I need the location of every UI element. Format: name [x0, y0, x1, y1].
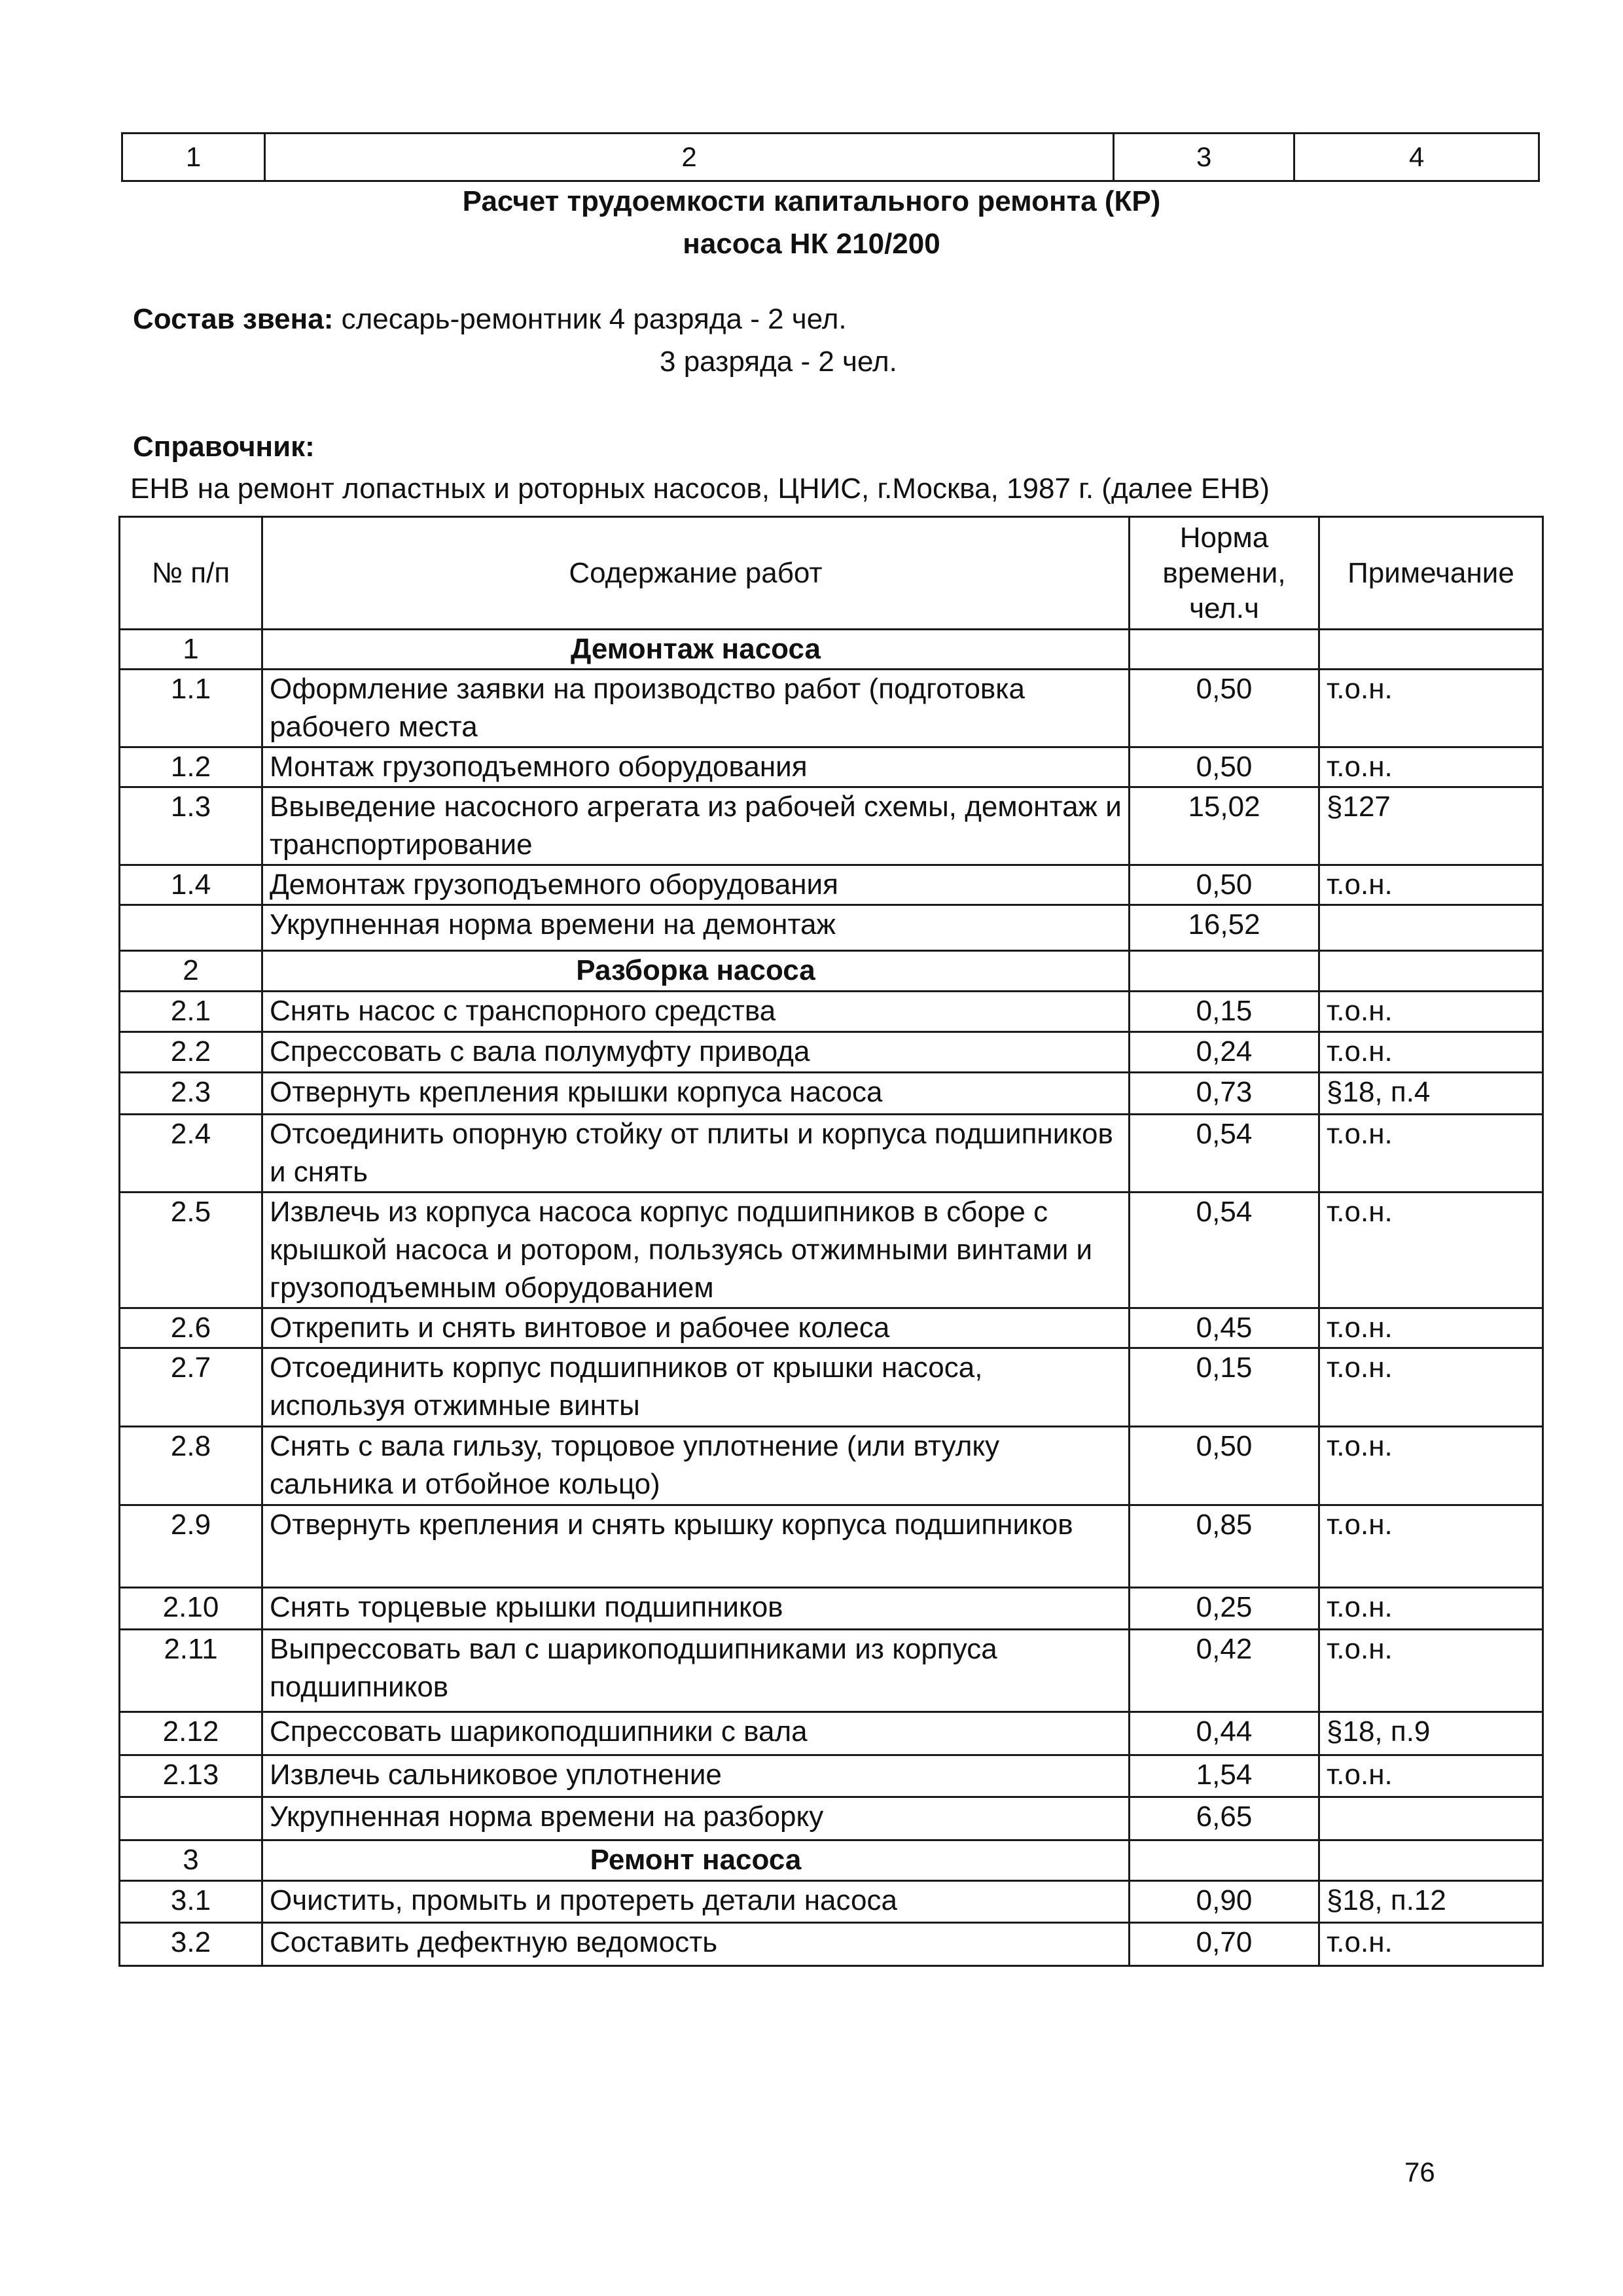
section-row [120, 951, 1543, 992]
work-description: Снять насос с транспорного средства [262, 992, 1130, 1032]
header-number: № п/п [120, 517, 262, 630]
table-row [120, 670, 1543, 747]
document-title: Расчет трудоемкости капитального ремонта (КР) [462, 185, 1161, 217]
row-number: 2.7 [120, 1348, 262, 1427]
table-row [120, 1588, 1543, 1630]
work-description: Выпрессовать вал с шарикоподшипниками из корпуса подшипников [262, 1630, 1130, 1712]
note-cell: т.о.н. [1319, 1588, 1543, 1630]
note-cell: т.о.н. [1319, 992, 1543, 1032]
work-description: Оформление заявки на производство работ (подготовка рабочего места [262, 670, 1130, 747]
section-row [120, 630, 1543, 670]
table-row [120, 1712, 1543, 1755]
time-norm: 0,50 [1130, 865, 1319, 905]
labor-table [118, 516, 1544, 1967]
time-norm: 0,50 [1130, 1427, 1319, 1505]
time-norm: 0,15 [1130, 992, 1319, 1032]
table-row [120, 787, 1543, 865]
row-number: 2.2 [120, 1032, 262, 1073]
row-number: 1 [120, 630, 262, 670]
section-title: Демонтаж насоса [262, 630, 1130, 670]
work-description: Отсоединить корпус подшипников от крышки насоса, используя отжимные винты [262, 1348, 1130, 1427]
table-row [120, 1505, 1543, 1588]
note-cell: т.о.н. [1319, 1427, 1543, 1505]
time-norm: 1,54 [1130, 1755, 1319, 1797]
row-number: 1.4 [120, 865, 262, 905]
table-row [120, 865, 1543, 905]
row-number: 3.1 [120, 1881, 262, 1923]
table-row [120, 1073, 1543, 1115]
document-subtitle: насоса НК 210/200 [683, 228, 940, 260]
work-description: Укрупненная норма времени на демонтаж [262, 905, 1130, 951]
row-number: 1.2 [120, 747, 262, 787]
work-description: Демонтаж грузоподъемного оборудования [262, 865, 1130, 905]
work-description: Составить дефектную ведомость [262, 1923, 1130, 1966]
column-number: 3 [1114, 134, 1294, 181]
work-description: Извлечь из корпуса насоса корпус подшипников в сборе с крышкой насоса и ротором, пользуясь отжимными винтами и грузоподъемным оборудованием [262, 1193, 1130, 1308]
row-number: 2.1 [120, 992, 262, 1032]
note-cell: т.о.н. [1319, 747, 1543, 787]
row-number: 2.3 [120, 1073, 262, 1115]
row-number: 3 [120, 1840, 262, 1881]
crew-line [133, 303, 847, 336]
row-number: 2.10 [120, 1588, 262, 1630]
crew-label: Состав звена: [133, 303, 334, 335]
row-number [120, 1797, 262, 1840]
work-description: Отвернуть крепления и снять крышку корпуса подшипников [262, 1505, 1130, 1588]
column-number-strip [121, 132, 1540, 182]
note-cell: т.о.н. [1319, 1630, 1543, 1712]
row-number: 1.1 [120, 670, 262, 747]
table-row [120, 1348, 1543, 1427]
note-cell: §18, п.12 [1319, 1881, 1543, 1923]
table-row [120, 1308, 1543, 1348]
page-number: 76 [1404, 2157, 1435, 2187]
work-description: Спрессовать с вала полумуфту привода [262, 1032, 1130, 1073]
work-description: Снять с вала гильзу, торцовое уплотнение (или втулку сальника и отбойное кольцо) [262, 1427, 1130, 1505]
column-number: 1 [122, 134, 265, 181]
time-norm: 0,73 [1130, 1073, 1319, 1115]
time-norm: 0,70 [1130, 1923, 1319, 1966]
note-cell [1319, 1840, 1543, 1881]
time-norm [1130, 1840, 1319, 1881]
work-description: Отвернуть крепления крышки корпуса насоса [262, 1073, 1130, 1115]
time-norm: 0,54 [1130, 1115, 1319, 1193]
time-norm: 0,25 [1130, 1588, 1319, 1630]
note-cell: т.о.н. [1319, 1308, 1543, 1348]
work-description: Ввыведение насосного агрегата из рабочей схемы, демонтаж и транспортирование [262, 787, 1130, 865]
time-norm: 16,52 [1130, 905, 1319, 951]
work-description: Отсоединить опорную стойку от плиты и корпуса подшипников и снять [262, 1115, 1130, 1193]
time-norm: 0,50 [1130, 747, 1319, 787]
table-row [120, 992, 1543, 1032]
note-cell: §127 [1319, 787, 1543, 865]
section-title: Разборка насоса [262, 951, 1130, 992]
section-title: Ремонт насоса [262, 1840, 1130, 1881]
time-norm: 0,45 [1130, 1308, 1319, 1348]
table-row [120, 1193, 1543, 1308]
time-norm: 6,65 [1130, 1797, 1319, 1840]
note-cell: т.о.н. [1319, 1193, 1543, 1308]
reference-label: Справочник: [133, 431, 315, 463]
table-row [120, 1797, 1543, 1840]
note-cell: т.о.н. [1319, 1755, 1543, 1797]
row-number: 3.2 [120, 1923, 262, 1966]
note-cell: т.о.н. [1319, 1923, 1543, 1966]
note-cell: §18, п.4 [1319, 1073, 1543, 1115]
time-norm [1130, 630, 1319, 670]
note-cell [1319, 630, 1543, 670]
time-norm: 0,15 [1130, 1348, 1319, 1427]
row-number [120, 905, 262, 951]
table-row [120, 1115, 1543, 1193]
table-row [120, 1755, 1543, 1797]
time-norm: 0,42 [1130, 1630, 1319, 1712]
table-row [120, 1881, 1543, 1923]
section-row [120, 1840, 1543, 1881]
note-cell [1319, 1797, 1543, 1840]
row-number: 2.6 [120, 1308, 262, 1348]
row-number: 1.3 [120, 787, 262, 865]
row-number: 2.4 [120, 1115, 262, 1193]
time-norm: 0,50 [1130, 670, 1319, 747]
header-note: Примечание [1319, 517, 1543, 630]
time-norm [1130, 951, 1319, 992]
work-description: Снять торцевые крышки подшипников [262, 1588, 1130, 1630]
row-number: 2.12 [120, 1712, 262, 1755]
table-row [120, 905, 1543, 951]
row-number: 2 [120, 951, 262, 992]
table-row [120, 1630, 1543, 1712]
work-description: Монтаж грузоподъемного оборудования [262, 747, 1130, 787]
row-number: 2.9 [120, 1505, 262, 1588]
time-norm: 0,90 [1130, 1881, 1319, 1923]
note-cell: т.о.н. [1319, 1505, 1543, 1588]
crew-line2: 3 разряда - 2 чел. [660, 346, 897, 378]
note-cell [1319, 905, 1543, 951]
note-cell [1319, 951, 1543, 992]
time-norm: 0,44 [1130, 1712, 1319, 1755]
work-description: Спрессовать шарикоподшипники с вала [262, 1712, 1130, 1755]
time-norm: 15,02 [1130, 787, 1319, 865]
crew-line1: слесарь-ремонтник 4 разряда - 2 чел. [341, 303, 847, 335]
table-row [120, 1427, 1543, 1505]
column-number: 4 [1294, 134, 1539, 181]
work-description: Укрупненная норма времени на разборку [262, 1797, 1130, 1840]
time-norm: 0,85 [1130, 1505, 1319, 1588]
header-norm: Норма времени, чел.ч [1130, 517, 1319, 630]
note-cell: т.о.н. [1319, 865, 1543, 905]
row-number: 2.11 [120, 1630, 262, 1712]
table-row [120, 747, 1543, 787]
note-cell: т.о.н. [1319, 1032, 1543, 1073]
reference-text: ЕНВ на ремонт лопастных и роторных насосов, ЦНИС, г.Москва, 1987 г. (далее ЕНВ) [130, 473, 1270, 505]
header-content: Содержание работ [262, 517, 1130, 630]
table-row [120, 1923, 1543, 1966]
row-number: 2.13 [120, 1755, 262, 1797]
work-description: Очистить, промыть и протереть детали насоса [262, 1881, 1130, 1923]
time-norm: 0,24 [1130, 1032, 1319, 1073]
note-cell: §18, п.9 [1319, 1712, 1543, 1755]
row-number: 2.8 [120, 1427, 262, 1505]
row-number: 2.5 [120, 1193, 262, 1308]
note-cell: т.о.н. [1319, 1348, 1543, 1427]
note-cell: т.о.н. [1319, 1115, 1543, 1193]
column-number: 2 [265, 134, 1114, 181]
table-header-row [120, 517, 1543, 630]
work-description: Открепить и снять винтовое и рабочее колеса [262, 1308, 1130, 1348]
note-cell: т.о.н. [1319, 670, 1543, 747]
time-norm: 0,54 [1130, 1193, 1319, 1308]
work-description: Извлечь сальниковое уплотнение [262, 1755, 1130, 1797]
table-row [120, 1032, 1543, 1073]
